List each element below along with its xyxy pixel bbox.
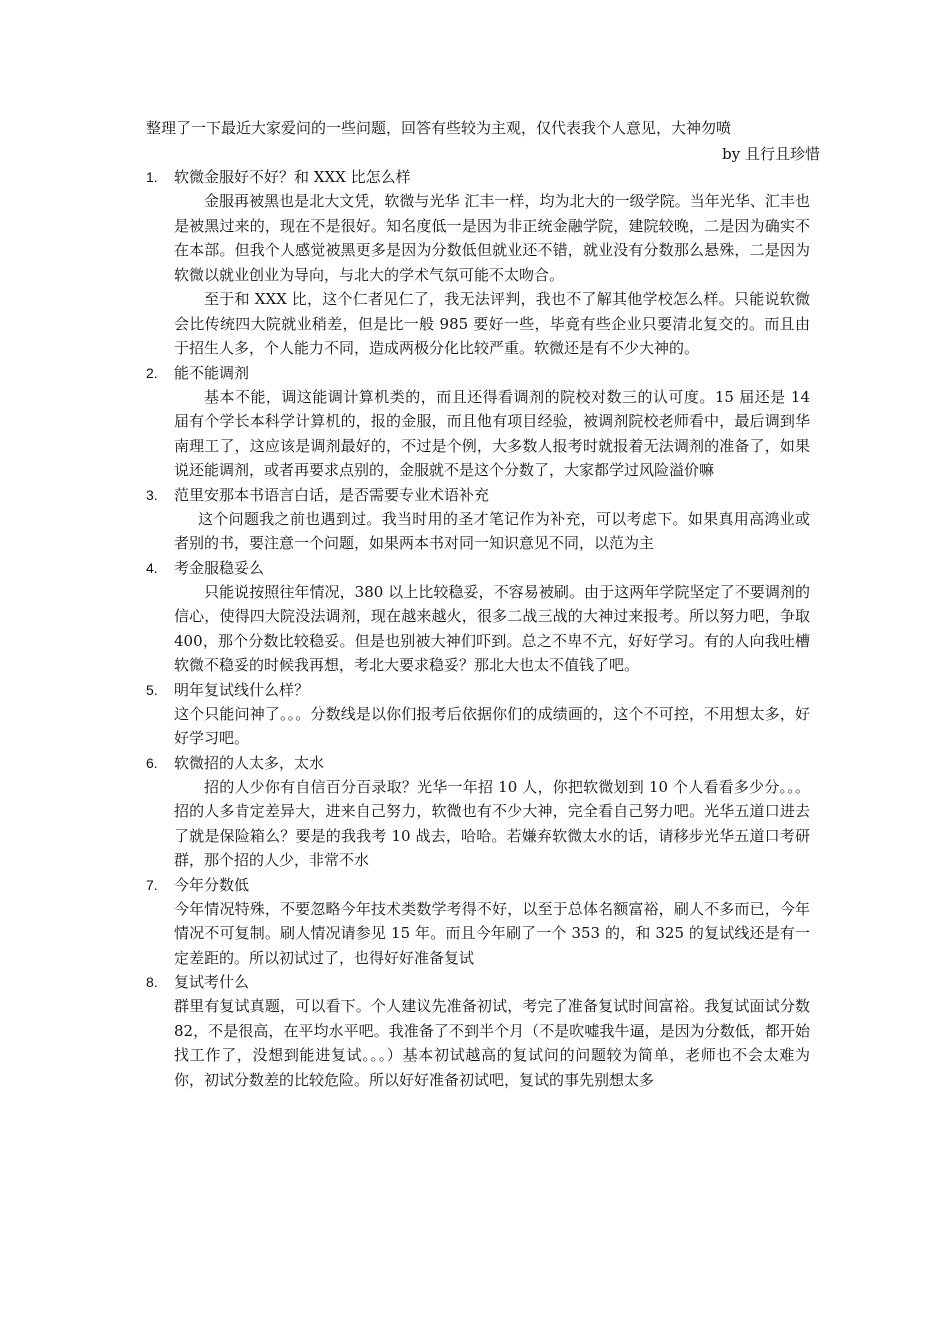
qa-item-8 [146,970,810,1092]
qa-item-2 [146,361,810,483]
answer-paragraph: 今年情况特殊，不要忽略今年技术类数学考得不好，以至于总体名额富裕，刷人不多而已，今年情况不可复制。刷人情况请参见 15 年。而且今年刷了一个 353 的，和 325 的复试线还是有一定差距的。所以初试过了，也得好好准备复试 [174,899,810,967]
item-number: 6. [146,754,158,771]
question-heading: 今年分数低 [174,875,250,894]
answer-paragraph: 基本不能，调这能调计算机类的，而且还得看调剂的院校对数三的认可度。15 届还是 14 届有个学长本科学计算机的，报的金服，而且他有项目经验，被调剂院校老师看中，最后调到华南理工了，这应该是调剂最好的，不过是个例，大多数人报考时就报着无法调剂的准备了，如果说还能调剂，或者再要求点别的，金服就不是这个分数了，大家都学过风险溢价嘛 [174,387,810,479]
question-heading: 范里安那本书语言白话，是否需要专业术语补充 [174,485,490,504]
item-number: 3. [146,486,158,503]
item-number: 5. [146,681,158,698]
qa-item-5 [146,678,810,751]
qa-item-3 [146,483,810,556]
question-heading: 软微招的人太多，太水 [174,753,325,772]
qa-item-1 [146,165,810,361]
item-number: 2. [146,364,158,381]
answer-paragraph: 金服再被黑也是北大文凭，软微与光华 汇丰一样，均为北大的一级学院。当年光华、汇丰也是被黑过来的，现在不是很好。知名度低一是因为非正统金融学院，建院较晚，二是因为确实不在本部。但我个人感觉被黑更多是因为分数低但就业还不错，就业没有分数那么悬殊，二是因为软微以就业创业为导向，与北大的学术气氛可能不太吻合。 [174,192,810,284]
answer-paragraph: 只能说按照往年情况，380 以上比较稳妥，不容易被刷。由于这两年学院坚定了不要调剂的信心，使得四大院没法调剂，现在越来越火，很多二战三战的大神过来报考。所以努力吧，争取 400，那个分数比较稳妥。但是也别被大神们吓到。总之不卑不亢，好好学习。有的人向我吐槽软微不稳妥的时候我再想，考北大要求稳妥？那北大也太不值钱了吧。 [174,582,810,674]
qa-item-4 [146,556,810,678]
item-number: 4. [146,559,158,576]
question-heading: 复试考什么 [174,973,250,991]
item-number: 8. [146,974,158,990]
answer-paragraph: 这个问题我之前也遇到过。我当时用的圣才笔记作为补充，可以考虑下。如果真用高鸿业或者别的书，要注意一个问题，如果两本书对同一知识意见不同，以范为主 [174,509,810,552]
question-heading: 考金服稳妥么 [174,558,265,577]
question-heading: 能不能调剂 [174,363,250,382]
qa-item-7 [146,873,810,971]
question-heading: 软微金服好不好？和 XXX 比怎么样 [174,168,411,186]
question-heading: 明年复试线什么样？ [174,680,310,699]
intro-line: 整理了一下最近大家爱问的一些问题，回答有些较为主观，仅代表我个人意见，大神勿喷 [146,119,732,137]
answer-paragraph: 至于和 XXX 比，这个仁者见仁了，我无法评判，我也不了解其他学校怎么样。只能说软微会比传统四大院就业稍差，但是比一般 985 要好一些，毕竟有些企业只要清北复交的。而且由于招生人多，个人能力不同，造成两极分化比较严重。软微还是有不少大神的。 [174,290,810,357]
answer-paragraph: 群里有复试真题，可以看下。个人建议先准备初试，考完了准备复试时间富裕。我复试面试分数 82，不是很高，在平均水平吧。我准备了不到半个月（不是吹嘘我牛逼，是因为分数低，都开始找工作了，没想到能进复试。。。）基本初试越高的复试问的问题较为简单，老师也不会太难为你，初试分数差的比较危险。所以好好准备初试吧，复试的事先别想太多 [174,997,810,1089]
item-number: 7. [146,876,158,893]
answer-paragraph: 这个只能问神了。。。分数线是以你们报考后依据你们的成绩画的，这个不可控，不用想太多，好好学习吧。 [174,704,810,747]
qa-list [146,165,810,1092]
author-byline: by 且行且珍惜 [722,145,820,163]
item-number: 1. [146,169,158,185]
qa-item-6 [146,751,810,873]
answer-paragraph: 招的人少你有自信百分百录取？光华一年招 10 人，你把软微划到 10 个人看看多少分。。。招的人多肯定差异大，进来自己努力，软微也有不少大神，完全看自己努力吧。光华五道口进去了就是保险箱么？要是的我我考 10 战去，哈哈。若嫌弃软微太水的话，请移步光华五道口考研群，那个招的人少，非常不水 [174,777,810,869]
